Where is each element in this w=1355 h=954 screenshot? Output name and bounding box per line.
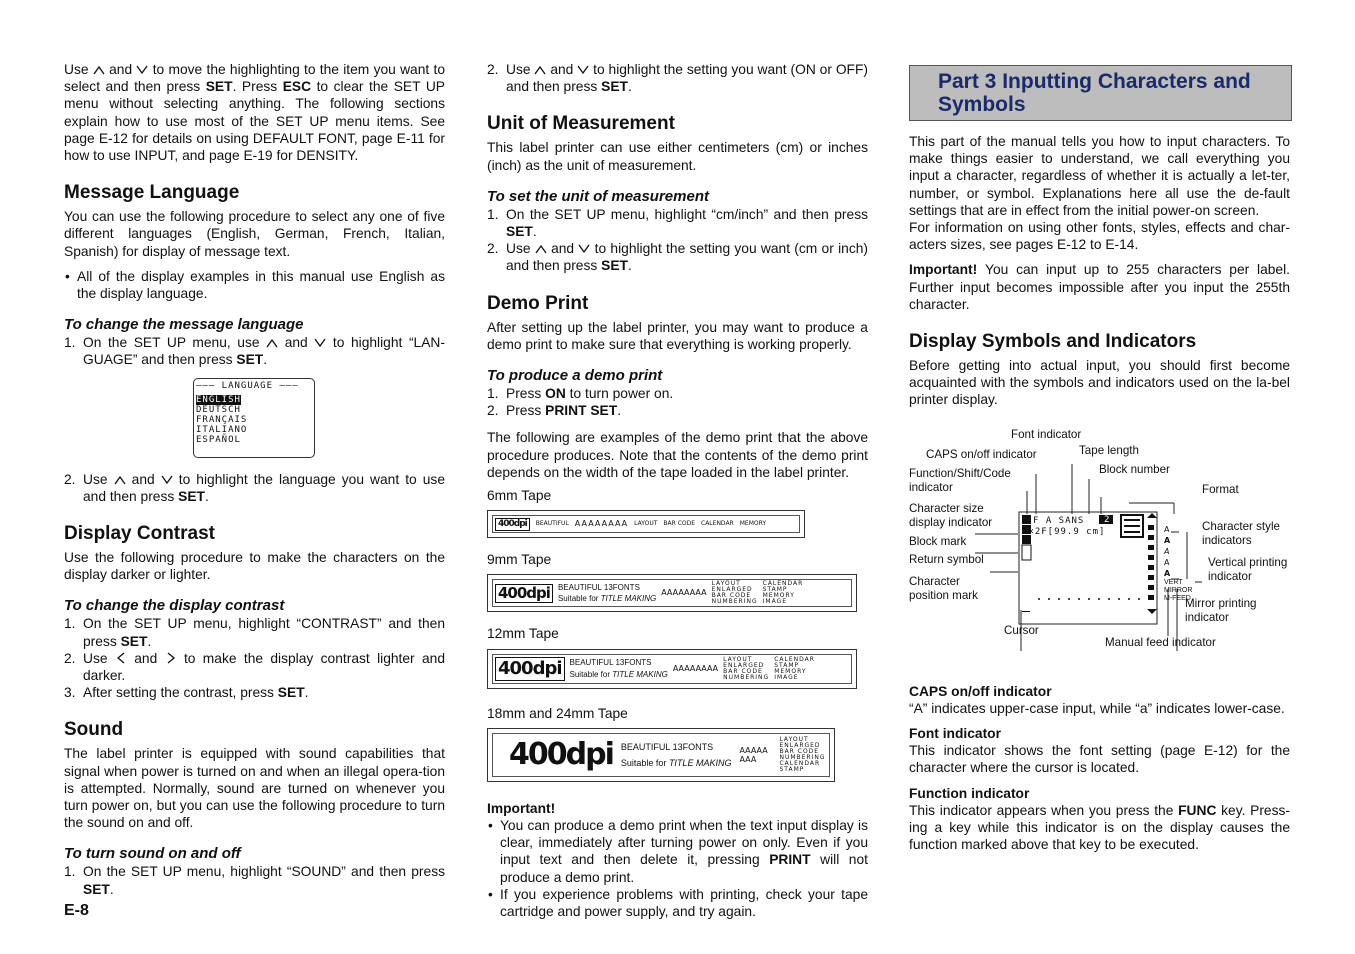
sample-for: for bbox=[655, 757, 667, 768]
list-item: • All of the display examples in this manual use English as the display language. bbox=[64, 268, 445, 302]
font-body: This indicator shows the font setting (page E-12) for the character where the cursor is located. bbox=[909, 743, 1290, 776]
heading-display-contrast: Display Contrast bbox=[64, 523, 215, 545]
sample-layout: LAYOUT bbox=[723, 655, 753, 663]
subheading-change-contrast: To change the display contrast bbox=[64, 597, 285, 615]
tape-12mm-caption: 12mm Tape bbox=[487, 626, 559, 642]
sample-title: TITLE MAKING bbox=[668, 757, 732, 768]
label-char-style: Character style indicators bbox=[1202, 519, 1280, 547]
function-body: This indicator appears when you press the FUNC key. Press-ing a key while this indicator is on the display causes the function marked above that key to be executed. bbox=[909, 802, 1290, 853]
label-block-number: Block number bbox=[1099, 462, 1170, 476]
lcd-mirror: MIRROR bbox=[1164, 586, 1193, 594]
heading-unit-of-measurement: Unit of Measurement bbox=[487, 113, 675, 135]
caps-heading: CAPS on/off indicator bbox=[909, 683, 1052, 699]
list-item: 2. Use and to highlight the setting you want (ON or OFF) and then press SET. bbox=[487, 62, 869, 95]
lcd-vert: VERT bbox=[1164, 578, 1183, 586]
sample-numbering: NUMBERING bbox=[723, 673, 770, 681]
lcd-line-2: 2×2F[99.9 cm] bbox=[1022, 526, 1106, 537]
list-item: 2. Use and to highlight the setting you want (cm or inch) and then press SET. bbox=[487, 241, 868, 274]
sample-layout: LAYOUT bbox=[711, 580, 741, 588]
subheading-turn-sound: To turn sound on and off bbox=[64, 845, 241, 863]
lcd-item-francais: FRANÇAIS bbox=[196, 414, 248, 425]
sample-layout: LAYOUT bbox=[779, 735, 809, 743]
sample-numbering: NUMBERING bbox=[779, 753, 826, 761]
list-item: • If you experience problems with printing, check your tape cartridge and power supply, and try again. bbox=[487, 886, 868, 920]
sample-beautiful: BEAUTIFUL bbox=[620, 741, 671, 752]
lcd-item-espanol: ESPAÑOL bbox=[196, 434, 241, 445]
intro-paragraph: Use and to move the highlighting to the item you want to select and then press SET. Press ESC to clear the SET UP menu without selecting anything. The following sections explain how to use most of the SET UP menu items. See page E-12 for details on using DEFAULT FONT, page E-11 for how to use INPUT, and page E-19 for DENSITY. bbox=[64, 62, 446, 164]
column-3 bbox=[909, 60, 1290, 853]
sample-image: IMAGE bbox=[762, 598, 788, 606]
sample-beautiful: BEAUTIFUL bbox=[569, 658, 614, 668]
list-item: • You can produce a demo print when the text input display is clear, immediately after turning power on only. Even if you input text and then delete it, pressing PRINT will not produce a demo print. bbox=[487, 817, 868, 886]
unit-body: This label printer can use either centimeters (cm) or inches (inch) as the unit of measurement. bbox=[487, 140, 868, 173]
sample-aaa: AAAAAAAA bbox=[661, 588, 707, 598]
label-return: Return symbol bbox=[909, 552, 984, 566]
lcd-line-1: F A SANS bbox=[1033, 515, 1085, 526]
up-arrow-icon bbox=[266, 338, 278, 348]
up-arrow-icon bbox=[534, 65, 546, 75]
left-arrow-icon bbox=[115, 652, 127, 664]
sample-fonts: 13FONTS bbox=[603, 583, 640, 593]
sample-fonts: 13FONTS bbox=[672, 741, 714, 752]
sample-title: TITLE MAKING bbox=[612, 670, 668, 680]
part-body-1: This part of the manual tells you how to input characters. To make things easier to understand, we call everything you input a character, regardless of whether it is actually a let-ter, number, or symbol. Explanations here all use the de-fault settings that are in effect from the initial power-on screen. bbox=[909, 134, 1290, 218]
column-1 bbox=[64, 60, 445, 898]
list-item: 1. On the SET UP menu, highlight “SOUND” and then press SET. bbox=[64, 864, 445, 897]
contrast-steps bbox=[64, 615, 445, 701]
language-steps-2 bbox=[64, 471, 445, 505]
lcd-item-english: ENGLISH bbox=[196, 394, 241, 405]
page-number: E-8 bbox=[64, 902, 89, 919]
subheading-change-language: To change the message language bbox=[64, 316, 304, 334]
right-arrow-icon bbox=[165, 652, 177, 664]
sample-suitable: Suitable bbox=[569, 670, 599, 680]
list-item: 1. On the SET UP menu, use and to highlight “LAN-GUAGE” and then press SET. bbox=[64, 335, 445, 368]
sample-aaa: AAAAAAAA bbox=[672, 663, 719, 673]
demo-body-2: The following are examples of the demo print that the above procedure produces. Note that the contents of the demo print depends on the width of the tape loaded in the label printer. bbox=[487, 430, 868, 480]
sample-for: for bbox=[600, 670, 611, 680]
function-heading: Function indicator bbox=[909, 785, 1030, 801]
tape-6mm-sample bbox=[487, 510, 805, 538]
lcd-item-italiano: ITALIANO bbox=[196, 424, 248, 435]
display-symbols-body: Before getting into actual input, you should first become acquainted with the symbols and indicators used on the la-bel printer display. bbox=[909, 358, 1290, 408]
dpi-logo: 400dpi bbox=[495, 518, 530, 531]
subheading-set-unit: To set the unit of measurement bbox=[487, 187, 709, 205]
sample-beautiful: BEAUTIFUL bbox=[535, 520, 569, 528]
tape-9mm-caption: 9mm Tape bbox=[487, 552, 552, 568]
display-contrast-body: Use the following procedure to make the characters on the display darker or lighter. bbox=[64, 550, 445, 583]
sample-title: TITLE MAKING bbox=[600, 594, 657, 604]
svg-text:A: A bbox=[1164, 546, 1170, 556]
sound-steps-2 bbox=[487, 60, 868, 95]
down-arrow-icon bbox=[577, 65, 589, 75]
heading-message-language: Message Language bbox=[64, 182, 240, 204]
label-cursor: Cursor bbox=[1004, 623, 1039, 637]
sample-stamp: STAMP bbox=[762, 586, 788, 594]
sample-enlarged: ENLARGED bbox=[779, 741, 821, 749]
list-item: 1. Press ON to turn power on. bbox=[487, 386, 674, 402]
sample-stamp: STAMP bbox=[779, 765, 805, 773]
sample-suitable: Suitable bbox=[620, 757, 654, 768]
sample-aaa: AAAAAAAA bbox=[739, 745, 768, 764]
caps-body: “A” indicates upper-case input, while “a” indicates lower-case. bbox=[909, 700, 1285, 716]
language-lcd bbox=[193, 378, 315, 458]
part-title: Part 3 Inputting Characters and Symbols bbox=[938, 70, 1251, 116]
up-arrow-icon bbox=[535, 244, 547, 254]
sample-calendar: CALENDAR bbox=[762, 580, 804, 588]
label-manual-feed: Manual feed indicator bbox=[1105, 635, 1216, 649]
sample-layout: LAYOUT bbox=[634, 520, 658, 528]
message-language-notes bbox=[64, 268, 445, 302]
lcd-mfeed: M-FEED bbox=[1164, 594, 1191, 602]
label-caps: CAPS on/off indicator bbox=[926, 447, 1037, 461]
dpi-logo: 400dpi bbox=[495, 657, 565, 681]
lcd-block-number: 2 bbox=[1104, 514, 1110, 525]
lcd-item-deutsch: DEUTSCH bbox=[196, 404, 241, 415]
list-item: 2. Press PRINT SET. bbox=[487, 403, 622, 419]
list-item: 2. Use and to make the display contrast lighter and darker. bbox=[64, 650, 445, 684]
svg-text:A: A bbox=[1164, 535, 1171, 545]
tape-9mm-sample bbox=[487, 574, 857, 612]
tape-12mm-sample bbox=[487, 649, 857, 689]
heading-display-symbols: Display Symbols and Indicators bbox=[909, 331, 1197, 353]
sample-stamp: STAMP bbox=[774, 661, 800, 669]
sample-memory: MEMORY bbox=[774, 667, 807, 675]
display-diagram bbox=[909, 421, 1290, 671]
sample-numbering: NUMBERING bbox=[711, 598, 758, 606]
part-title-box bbox=[909, 65, 1292, 121]
label-mirror: Mirror printing indicator bbox=[1185, 596, 1257, 624]
label-char-size: Character size display indicator bbox=[909, 501, 993, 529]
sample-enlarged: ENLARGED bbox=[711, 586, 753, 594]
demo-important-notes bbox=[487, 817, 868, 920]
part-body-2: For information on using other fonts, styles, effects and char-acters sizes, see pages E-12 to E-14. bbox=[909, 220, 1290, 253]
sample-beautiful: BEAUTIFUL bbox=[557, 583, 602, 593]
sample-calendar: CALENDAR bbox=[774, 655, 815, 663]
lcd-title: ––– LANGUAGE ––– bbox=[196, 380, 299, 391]
message-language-body: You can use the following procedure to select any one of five different languages (English, German, French, Italian, Spanish) for display of message text. bbox=[64, 209, 445, 259]
label-font-indicator: Font indicator bbox=[1011, 427, 1082, 441]
label-tape-length: Tape length bbox=[1079, 443, 1139, 457]
sample-barcode: BAR CODE bbox=[723, 667, 763, 675]
down-arrow-icon bbox=[136, 65, 148, 75]
dpi-logo: 400dpi bbox=[495, 584, 553, 603]
heading-demo-print: Demo Print bbox=[487, 292, 589, 314]
sound-steps bbox=[64, 863, 445, 897]
sample-enlarged: ENLARGED bbox=[723, 661, 765, 669]
sample-barcode: BAR CODE bbox=[711, 592, 752, 600]
list-item: 1. On the SET UP menu, highlight “CONTRAST” and then press SET. bbox=[64, 616, 445, 649]
svg-text:A: A bbox=[1164, 524, 1170, 534]
label-vertical: Vertical printing indicator bbox=[1208, 555, 1288, 583]
list-item: 3. After setting the contrast, press SET. bbox=[64, 685, 309, 701]
list-item: 2. Use and to highlight the language you want to use and then press SET. bbox=[64, 471, 445, 504]
list-item: 1. On the SET UP menu, highlight “cm/inch” and then press SET. bbox=[487, 206, 868, 240]
sound-body: The label printer is equipped with sound capabilities that signal when power is turned on and when an illegal opera-tion is attempted. Normally, sound are turned on whenever you turn power on, but you can use the following procedure to turn the sound on and off. bbox=[64, 746, 445, 831]
heading-sound: Sound bbox=[64, 719, 124, 741]
sample-fonts: 13FONTS bbox=[615, 658, 652, 668]
unit-steps bbox=[487, 206, 868, 275]
down-arrow-icon bbox=[578, 244, 590, 254]
label-char-position: Character position mark bbox=[909, 574, 978, 602]
part-important: Important! You can input up to 255 characters per label. Further input becomes impossible after you input the 255th character. bbox=[909, 262, 1290, 312]
sample-calendar: CALENDAR bbox=[779, 759, 821, 767]
font-heading: Font indicator bbox=[909, 726, 1001, 742]
demo-steps bbox=[487, 385, 868, 419]
label-format: Format bbox=[1202, 482, 1239, 496]
column-2 bbox=[487, 60, 868, 920]
sample-memory: MEMORY bbox=[739, 520, 767, 528]
subheading-produce-demo: To produce a demo print bbox=[487, 367, 663, 385]
sample-image: IMAGE bbox=[774, 673, 799, 681]
tape-18mm-caption: 18mm and 24mm Tape bbox=[487, 705, 628, 721]
language-steps bbox=[64, 334, 445, 368]
dpi-logo: 400dpi bbox=[509, 736, 613, 772]
tape-18mm-sample bbox=[487, 728, 835, 782]
sample-aaa: AAAAAAAA bbox=[574, 519, 629, 529]
up-arrow-icon bbox=[93, 65, 105, 75]
down-arrow-icon bbox=[161, 475, 173, 485]
sample-for: for bbox=[589, 594, 599, 604]
down-arrow-icon bbox=[314, 338, 326, 348]
sample-calendar: CALENDAR bbox=[701, 520, 734, 528]
sample-memory: MEMORY bbox=[762, 592, 795, 600]
sample-suitable: Suitable bbox=[557, 594, 587, 604]
sample-barcode: BAR CODE bbox=[779, 747, 820, 755]
up-arrow-icon bbox=[114, 475, 126, 485]
important-label: Important! bbox=[487, 800, 556, 816]
svg-text:A: A bbox=[1164, 557, 1170, 567]
label-block-mark: Block mark bbox=[909, 534, 967, 548]
svg-text:A: A bbox=[1164, 568, 1171, 578]
demo-body: After setting up the label printer, you may want to produce a demo print to make sure that everything is working properly. bbox=[487, 319, 868, 352]
sample-barcode: BAR CODE bbox=[663, 520, 696, 528]
tape-6mm-caption: 6mm Tape bbox=[487, 488, 552, 504]
label-func: Function/Shift/Code indicator bbox=[909, 466, 1011, 494]
